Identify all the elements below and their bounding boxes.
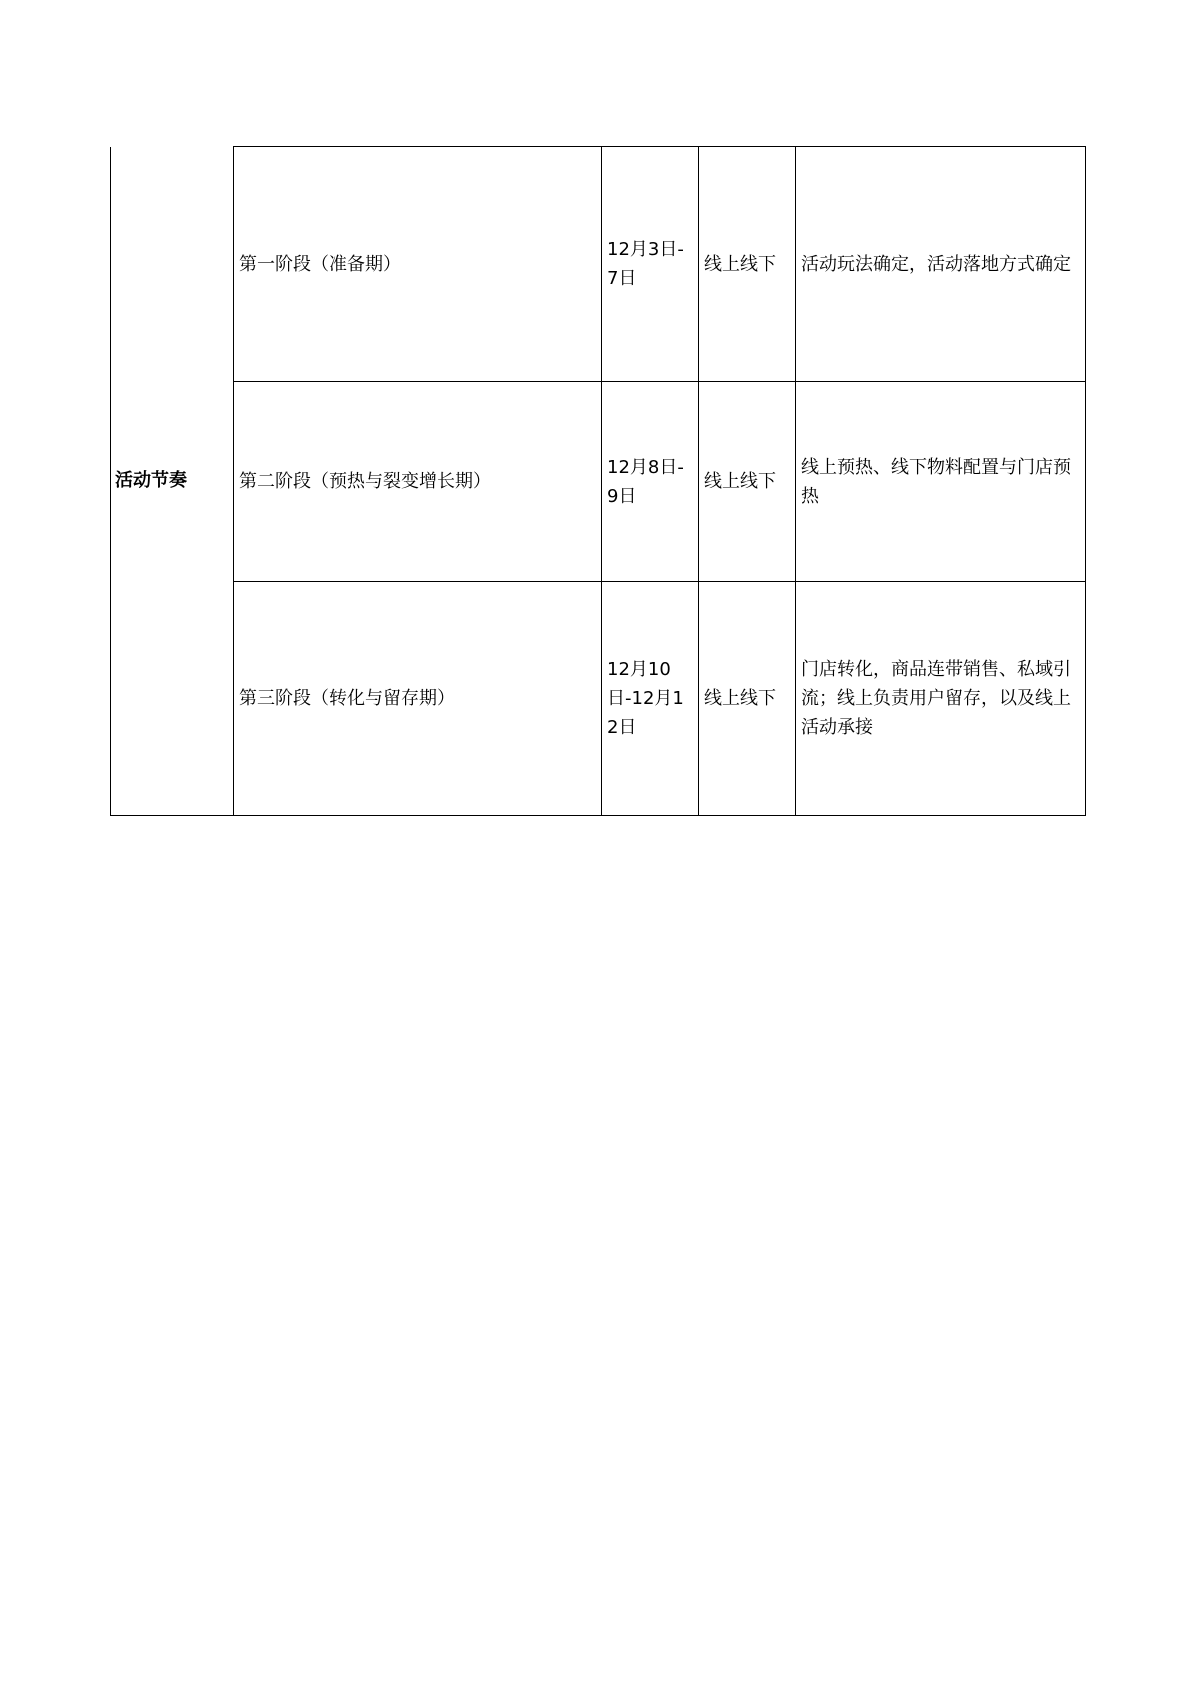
description-cell: 活动玩法确定，活动落地方式确定 bbox=[796, 147, 1086, 382]
section-label: 活动节奏 bbox=[111, 147, 234, 816]
date-cell: 12月3日-7日 bbox=[602, 147, 699, 382]
phase-cell: 第二阶段（预热与裂变增长期） bbox=[234, 382, 602, 582]
table-row bbox=[111, 382, 1086, 582]
phase-cell: 第一阶段（准备期） bbox=[234, 147, 602, 382]
activity-schedule-table bbox=[110, 146, 1086, 816]
channel-cell: 线上线下 bbox=[699, 382, 796, 582]
date-cell: 12月8日-9日 bbox=[602, 382, 699, 582]
phase-cell: 第三阶段（转化与留存期） bbox=[234, 582, 602, 816]
table-row bbox=[111, 582, 1086, 816]
description-cell: 线上预热、线下物料配置与门店预热 bbox=[796, 382, 1086, 582]
description-cell: 门店转化，商品连带销售、私域引流；线上负责用户留存，以及线上活动承接 bbox=[796, 582, 1086, 816]
table-row bbox=[111, 147, 1086, 382]
channel-cell: 线上线下 bbox=[699, 147, 796, 382]
date-cell: 12月10日-12月12日 bbox=[602, 582, 699, 816]
channel-cell: 线上线下 bbox=[699, 582, 796, 816]
